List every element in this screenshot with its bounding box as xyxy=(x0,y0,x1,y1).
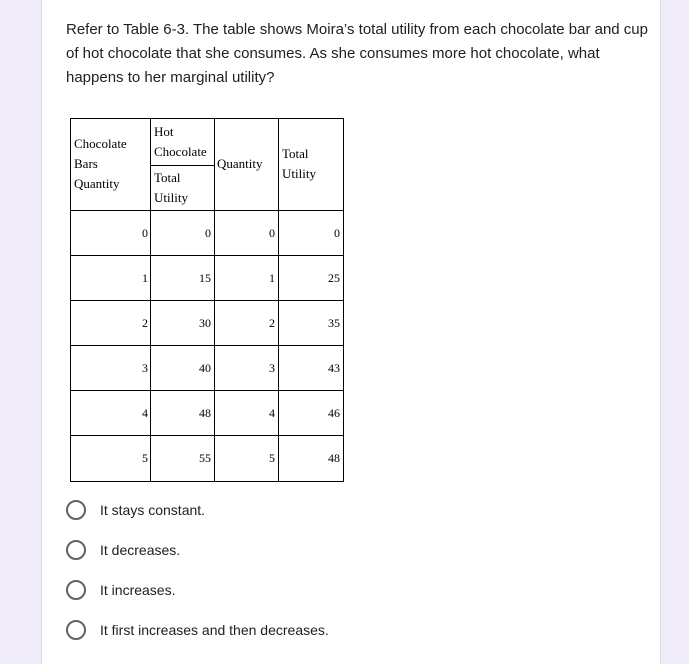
utility-table xyxy=(70,118,344,482)
table-cell: 48 xyxy=(328,451,340,465)
table-cell: 0 xyxy=(142,226,148,240)
question-text: Refer to Table 6-3. The table shows Moira’s total utility from each chocolate bar and cup of hot chocolate that she consumes. As she consumes more hot chocolate, what happens to her marginal utility? xyxy=(66,21,648,86)
table-cell: 1 xyxy=(142,271,148,285)
table-cell: 0 xyxy=(205,226,211,240)
table-cell: 3 xyxy=(142,361,148,375)
header-chocolate-quantity: Chocolate Bars Quantity xyxy=(74,136,127,191)
table-cell: 46 xyxy=(328,406,340,420)
option-increases-then-decreases[interactable] xyxy=(66,617,486,643)
header-total-utility: Total Utility xyxy=(282,146,316,181)
radio-button-icon[interactable] xyxy=(66,580,86,600)
option-label: It decreases. xyxy=(100,542,181,558)
table-cell: 0 xyxy=(269,226,275,240)
table-cell: 40 xyxy=(199,361,211,375)
table-cell: 55 xyxy=(199,451,211,465)
table-cell: 4 xyxy=(269,406,275,420)
header-hot-chocolate: Hot Chocolate xyxy=(154,124,207,159)
option-label: It first increases and then decreases. xyxy=(100,622,329,638)
question-card xyxy=(41,0,661,664)
option-label: It increases. xyxy=(100,582,176,598)
header-hot-total-utility: Total Utility xyxy=(154,170,188,205)
table-cell: 4 xyxy=(142,406,148,420)
option-label: It stays constant. xyxy=(100,502,206,518)
table-cell: 43 xyxy=(328,361,340,375)
option-decreases[interactable] xyxy=(66,537,486,563)
table-cell: 25 xyxy=(328,271,340,285)
table-cell: 2 xyxy=(142,316,148,330)
table-cell: 35 xyxy=(328,316,340,330)
table-cell: 30 xyxy=(199,316,211,330)
table-cell: 0 xyxy=(334,226,340,240)
radio-button-icon[interactable] xyxy=(66,620,86,640)
table-cell: 3 xyxy=(269,361,275,375)
header-quantity: Quantity xyxy=(217,156,263,171)
option-stays-constant[interactable] xyxy=(66,497,486,523)
table-cell: 1 xyxy=(269,271,275,285)
table-cell: 48 xyxy=(199,406,211,420)
table-cell: 15 xyxy=(199,271,211,285)
option-increases[interactable] xyxy=(66,577,486,603)
radio-button-icon[interactable] xyxy=(66,540,86,560)
table-cell: 5 xyxy=(142,451,148,465)
radio-button-icon[interactable] xyxy=(66,500,86,520)
table-cell: 5 xyxy=(269,451,275,465)
table-cell: 2 xyxy=(269,316,275,330)
